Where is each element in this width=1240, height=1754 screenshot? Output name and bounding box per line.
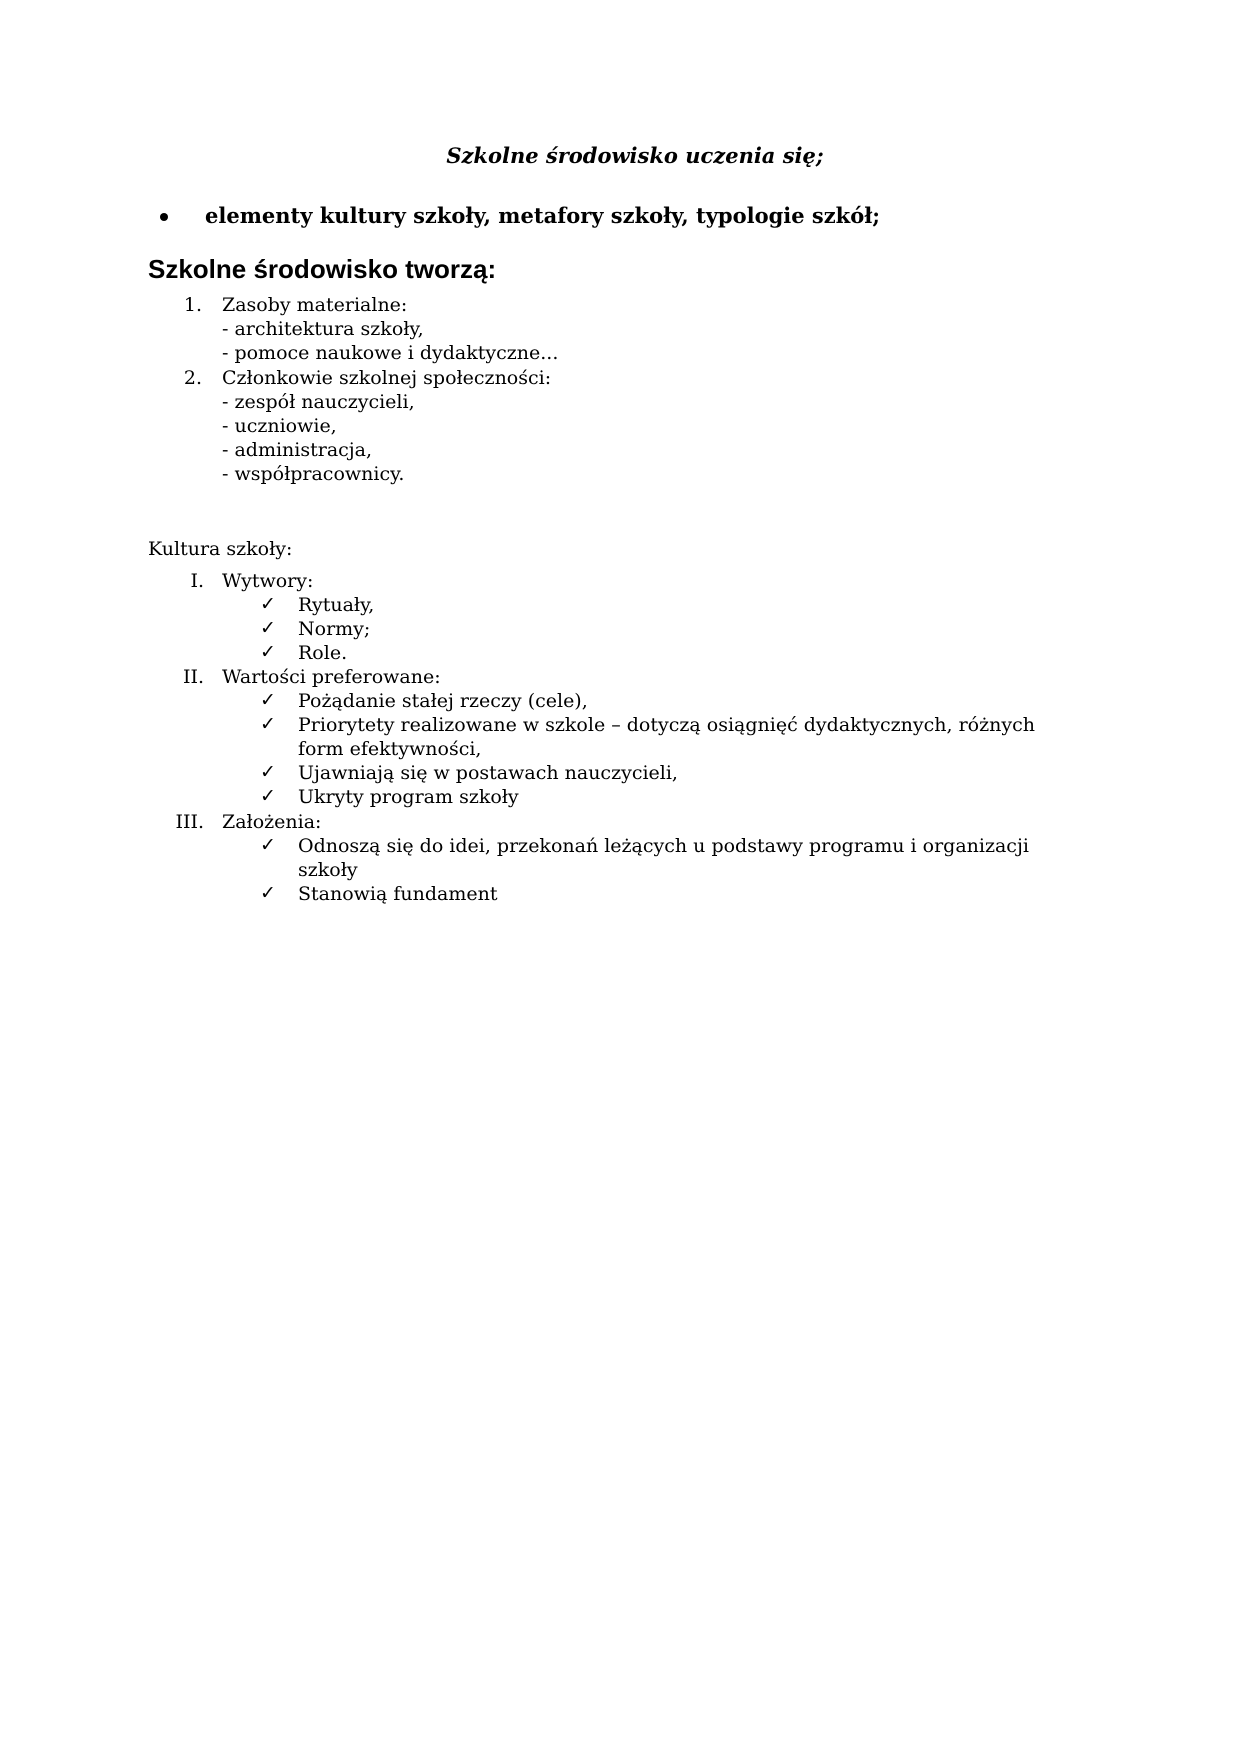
- section-heading: Szkolne środowisko tworzą:: [148, 254, 497, 284]
- section-label: Wytwory:: [222, 570, 314, 592]
- checkmark-icon: ✓: [260, 761, 276, 783]
- bullet-text: elementy kultury szkoły, metafory szkoły, typologie szkół;: [205, 203, 881, 228]
- check-item: Role.: [298, 642, 348, 664]
- document-title: Szkolne środowisko uczenia się;: [446, 143, 824, 168]
- check-item: Normy;: [298, 618, 371, 640]
- list-subitem: - współpracownicy.: [222, 463, 405, 485]
- check-item-continuation: form efektywności,: [298, 738, 482, 760]
- checkmark-icon: ✓: [260, 785, 276, 807]
- checkmark-icon: ✓: [260, 593, 276, 615]
- check-item: Stanowią fundament: [298, 883, 498, 905]
- check-item: Rytuały,: [298, 594, 375, 616]
- section-label: Założenia:: [222, 811, 322, 833]
- check-item-continuation: szkoły: [298, 859, 358, 881]
- roman-numeral: II.: [182, 666, 204, 688]
- check-item: Ujawniają się w postawach nauczycieli,: [298, 762, 678, 784]
- checkmark-icon: ✓: [260, 689, 276, 711]
- check-item: Odnoszą się do idei, przekonań leżących u podstawy programu i organizacji: [298, 835, 1029, 857]
- checkmark-icon: ✓: [260, 713, 276, 735]
- list-number: 1.: [183, 294, 202, 316]
- checkmark-icon: ✓: [260, 641, 276, 663]
- list-item-label: Zasoby materialne:: [222, 294, 408, 316]
- culture-heading: Kultura szkoły:: [148, 538, 293, 560]
- list-number: 2.: [183, 367, 202, 389]
- check-item: Pożądanie stałej rzeczy (cele),: [298, 690, 588, 712]
- checkmark-icon: ✓: [260, 834, 276, 856]
- list-subitem: - uczniowie,: [222, 415, 337, 437]
- list-item-label: Członkowie szkolnej społeczności:: [222, 367, 552, 389]
- checkmark-icon: ✓: [260, 882, 276, 904]
- check-item: Ukryty program szkoły: [298, 786, 519, 808]
- bullet-dot-icon: [160, 213, 168, 221]
- list-subitem: - zespół nauczycieli,: [222, 391, 415, 413]
- list-subitem: - administracja,: [222, 439, 373, 461]
- checkmark-icon: ✓: [260, 617, 276, 639]
- list-subitem: - pomoce naukowe i dydaktyczne...: [222, 342, 559, 364]
- section-label: Wartości preferowane:: [222, 666, 441, 688]
- roman-numeral: I.: [190, 570, 204, 592]
- check-item: Priorytety realizowane w szkole – dotyczą osiągnięć dydaktycznych, różnych: [298, 714, 1035, 736]
- list-subitem: - architektura szkoły,: [222, 318, 424, 340]
- roman-numeral: III.: [175, 811, 204, 833]
